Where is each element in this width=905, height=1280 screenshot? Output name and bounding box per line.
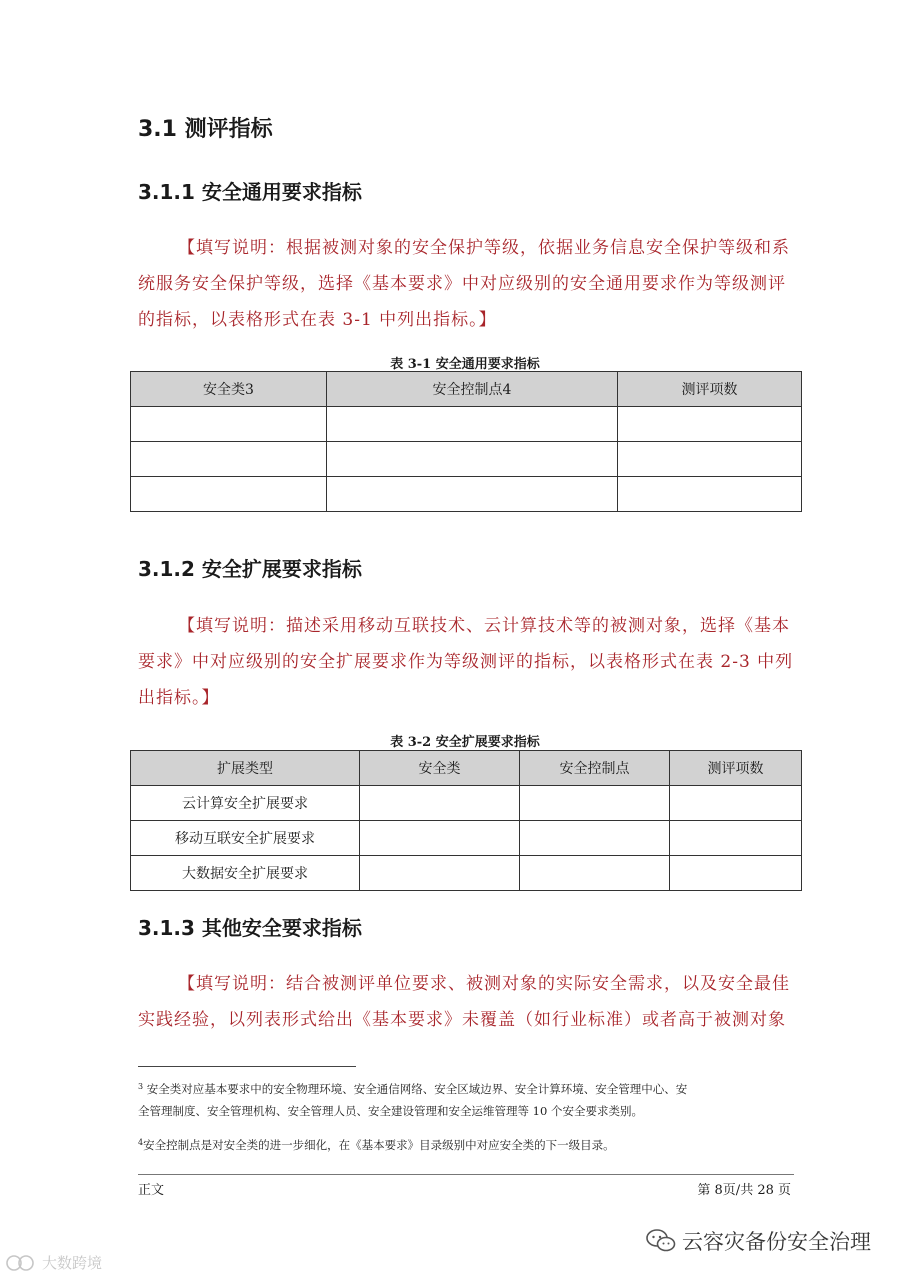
footnote-3 [138, 1076, 798, 1122]
fill-note-3-1-1 [138, 230, 798, 338]
footnote-4: $^4$安全控制点是对安全类的进一步细化，在《基本要求》目录级别中对应安全类的下一级目录。 [138, 1138, 615, 1152]
table-cell [360, 786, 520, 821]
table-row [131, 856, 802, 891]
table-cell [327, 407, 618, 442]
table-row [131, 821, 802, 856]
column-header: 扩展类型 [131, 751, 360, 786]
table-row [131, 477, 802, 512]
table-cell [131, 407, 327, 442]
table-cell [520, 821, 670, 856]
table-row [131, 786, 802, 821]
note-line: 【填写说明：描述采用移动互联技术、云计算技术等的被测对象，选择《基本 [178, 616, 790, 636]
note-line: 出指标。】 [138, 688, 220, 708]
table-cell [618, 477, 802, 512]
table-cell: 移动互联安全扩展要求 [131, 821, 360, 856]
footnote-line: 全管理制度、安全管理机构、安全管理人员、安全建设管理和安全运维管理等 10 个安全要求类别。 [138, 1104, 643, 1118]
table-cell [618, 442, 802, 477]
note-line: 的指标，以表格形式在表 3-1 中列出指标。】 [138, 310, 497, 330]
table-cell [670, 786, 802, 821]
table-cell [327, 477, 618, 512]
subsection-heading-3-1-1: 3.1.1 安全通用要求指标 [138, 180, 362, 204]
table-cell [520, 786, 670, 821]
fill-note-3-1-2 [138, 608, 798, 716]
note-line: 统服务安全保护等级，选择《基本要求》中对应级别的安全通用要求作为等级测评 [138, 274, 786, 294]
table-cell [618, 407, 802, 442]
footnote-mark: 4 [138, 1138, 144, 1147]
table-row [131, 407, 802, 442]
footnote-separator [138, 1066, 356, 1067]
footnote-mark: 3 [138, 1082, 144, 1091]
table-cell [360, 821, 520, 856]
table-cell [360, 856, 520, 891]
note-line: 实践经验，以列表形式给出《基本要求》未覆盖（如行业标准）或者高于被测对象 [138, 1010, 786, 1030]
footnote-line: $^3$ 安全类对应基本要求中的安全物理环境、安全通信网络、安全区域边界、安全计算环境、安全管理中心、安 [138, 1082, 688, 1096]
table-cell [520, 856, 670, 891]
logo-icon [6, 1254, 40, 1272]
watermark-right [646, 1226, 871, 1256]
table-caption-3-2: 表 3-2 安全扩展要求指标 [390, 735, 540, 750]
column-header: 安全控制点4 [327, 372, 618, 407]
footer-rule [138, 1174, 794, 1175]
table-cell [670, 856, 802, 891]
fill-note-3-1-3 [138, 966, 798, 1038]
wechat-icon [646, 1228, 676, 1254]
note-line: 要求》中对应级别的安全扩展要求作为等级测评的指标，以表格形式在表 2-3 中列 [138, 652, 794, 672]
table-cell: 大数据安全扩展要求 [131, 856, 360, 891]
column-header: 安全类 [360, 751, 520, 786]
table-cell [327, 442, 618, 477]
footer-left: 正文 [138, 1183, 165, 1198]
table-3-1 [130, 371, 802, 512]
footer-page-number: 第 8页/共 28 页 [697, 1183, 791, 1198]
table-header-row [131, 372, 802, 407]
note-line: 【填写说明：根据被测对象的安全保护等级，依据业务信息安全保护等级和系 [178, 238, 790, 258]
watermark-left [6, 1252, 102, 1273]
table-header-row [131, 751, 802, 786]
subsection-heading-3-1-2: 3.1.2 安全扩展要求指标 [138, 557, 362, 581]
watermark-right-text: 云容灾备份安全治理 [682, 1230, 871, 1254]
subsection-heading-3-1-3: 3.1.3 其他安全要求指标 [138, 916, 362, 940]
table-cell [670, 821, 802, 856]
table-row [131, 442, 802, 477]
column-header: 安全控制点 [520, 751, 670, 786]
table-cell [131, 477, 327, 512]
section-heading: 3.1 测评指标 [138, 117, 273, 142]
table-cell [131, 442, 327, 477]
column-header: 测评项数 [618, 372, 802, 407]
table-caption-3-1: 表 3-1 安全通用要求指标 [390, 357, 540, 372]
table-cell: 云计算安全扩展要求 [131, 786, 360, 821]
note-line: 【填写说明：结合被测评单位要求、被测对象的实际安全需求，以及安全最佳 [178, 974, 790, 994]
column-header: 测评项数 [670, 751, 802, 786]
watermark-left-text: 大数跨境 [42, 1254, 103, 1272]
column-header: 安全类3 [131, 372, 327, 407]
table-3-2 [130, 750, 802, 891]
